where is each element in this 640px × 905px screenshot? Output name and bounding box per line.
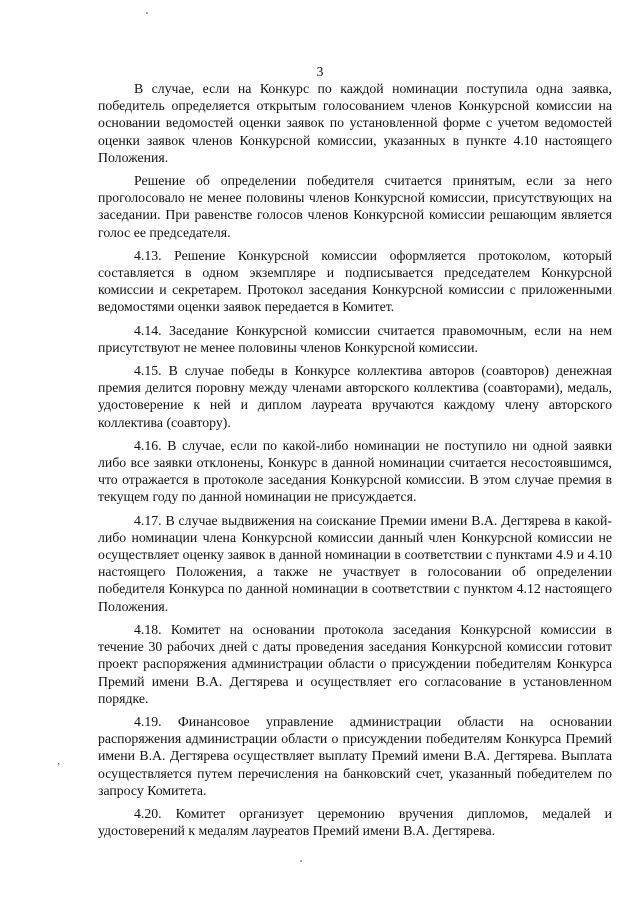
paragraph-4-20: 4.20. Комитет организует церемонию вручения дипломов, медалей и удостоверений к медалям лауреатов Премий имени В.А. Дегтярева. <box>98 805 612 839</box>
paragraph-4-16: 4.16. В случае, если по какой-либо номинации не поступило ни одной заявки либо все заявки отклонены, Конкурс в данной номинации считается несостоявшимся, что отражается в протоколе заседания Конкурсной комиссии. В этом случае премия в текущем году по данной номинации не присуждается. <box>98 437 612 505</box>
document-body <box>98 80 612 845</box>
paragraph-winner-decision: Решение об определении победителя считается принятым, если за него проголосовало не менее половины членов Конкурсной комиссии, присутствующих на заседании. При равенстве голосов членов Конкурсной комиссии решающим является голос ее председателя. <box>98 173 612 240</box>
paragraph-4-18: 4.18. Комитет на основании протокола заседания Конкурсной комиссии в течение 30 рабочих дней с даты проведения заседания Конкурсной комиссии готовит проект распоряжения администрации области о присуждении победителям Конкурса Премий имени В.А. Дегтярева и осуществляет его согласование в установленном порядке. <box>98 621 612 706</box>
paragraph-single-application: В случае, если на Конкурс по каждой номинации поступила одна заявка, победитель определяется открытым голосованием членов Конкурсной комиссии на основании ведомостей оценки заявок по установленной форме с учетом ведомостей оценки заявок членов Конкурсной комиссии, указанных в пункте 4.10 настоящего Положения. <box>98 81 612 165</box>
scan-speck <box>146 12 148 14</box>
paragraph-4-15: 4.15. В случае победы в Конкурсе коллектива авторов (соавторов) денежная премия делится поровну между членами авторского коллектива (соавторами), медаль, удостоверение к ней и диплом лауреата вручаются каждому члену авторского коллектива (соавтору). <box>98 363 612 430</box>
paragraph-4-17: 4.17. В случае выдвижения на соискание Премии имени В.А. Дегтярева в какой-либо номинации члена Конкурсной комиссии данный член Конкурсной комиссии не осуществляет оценку заявок в данной номинации в соответствии с пунктами 4.9 и 4.10 настоящего Положения, а также не участвует в голосовании об определении победителя Конкурса по данной номинации в соответствии с пунктом 4.12 настоящего Положения. <box>98 512 612 614</box>
paragraph-4-14: 4.14. Заседание Конкурсной комиссии считается правомочным, если на нем присутствуют не менее половины членов Конкурсной комиссии. <box>98 322 612 355</box>
page-number: 3 <box>316 64 324 79</box>
scan-speck <box>300 860 302 862</box>
paragraph-4-19: 4.19. Финансовое управление администрации области на основании распоряжения администрации области о присуждении победителям Конкурса Премий имени В.А. Дегтярева осуществляет выплату Премий имени В.А. Дегтярева. Выплата осуществляется путем перечисления на банковский счет, указанный победителем по запросу Комитета. <box>98 713 612 798</box>
scan-artifact-mark: ’ <box>57 762 61 773</box>
paragraph-4-13: 4.13. Решение Конкурсной комиссии оформляется протоколом, который составляется в одном экземпляре и подписывается председателем Конкурсной комиссии и секретарем. Протокол заседания Конкурсной комиссии с приложенными ведомостями оценки заявок передается в Комитет. <box>98 247 612 315</box>
